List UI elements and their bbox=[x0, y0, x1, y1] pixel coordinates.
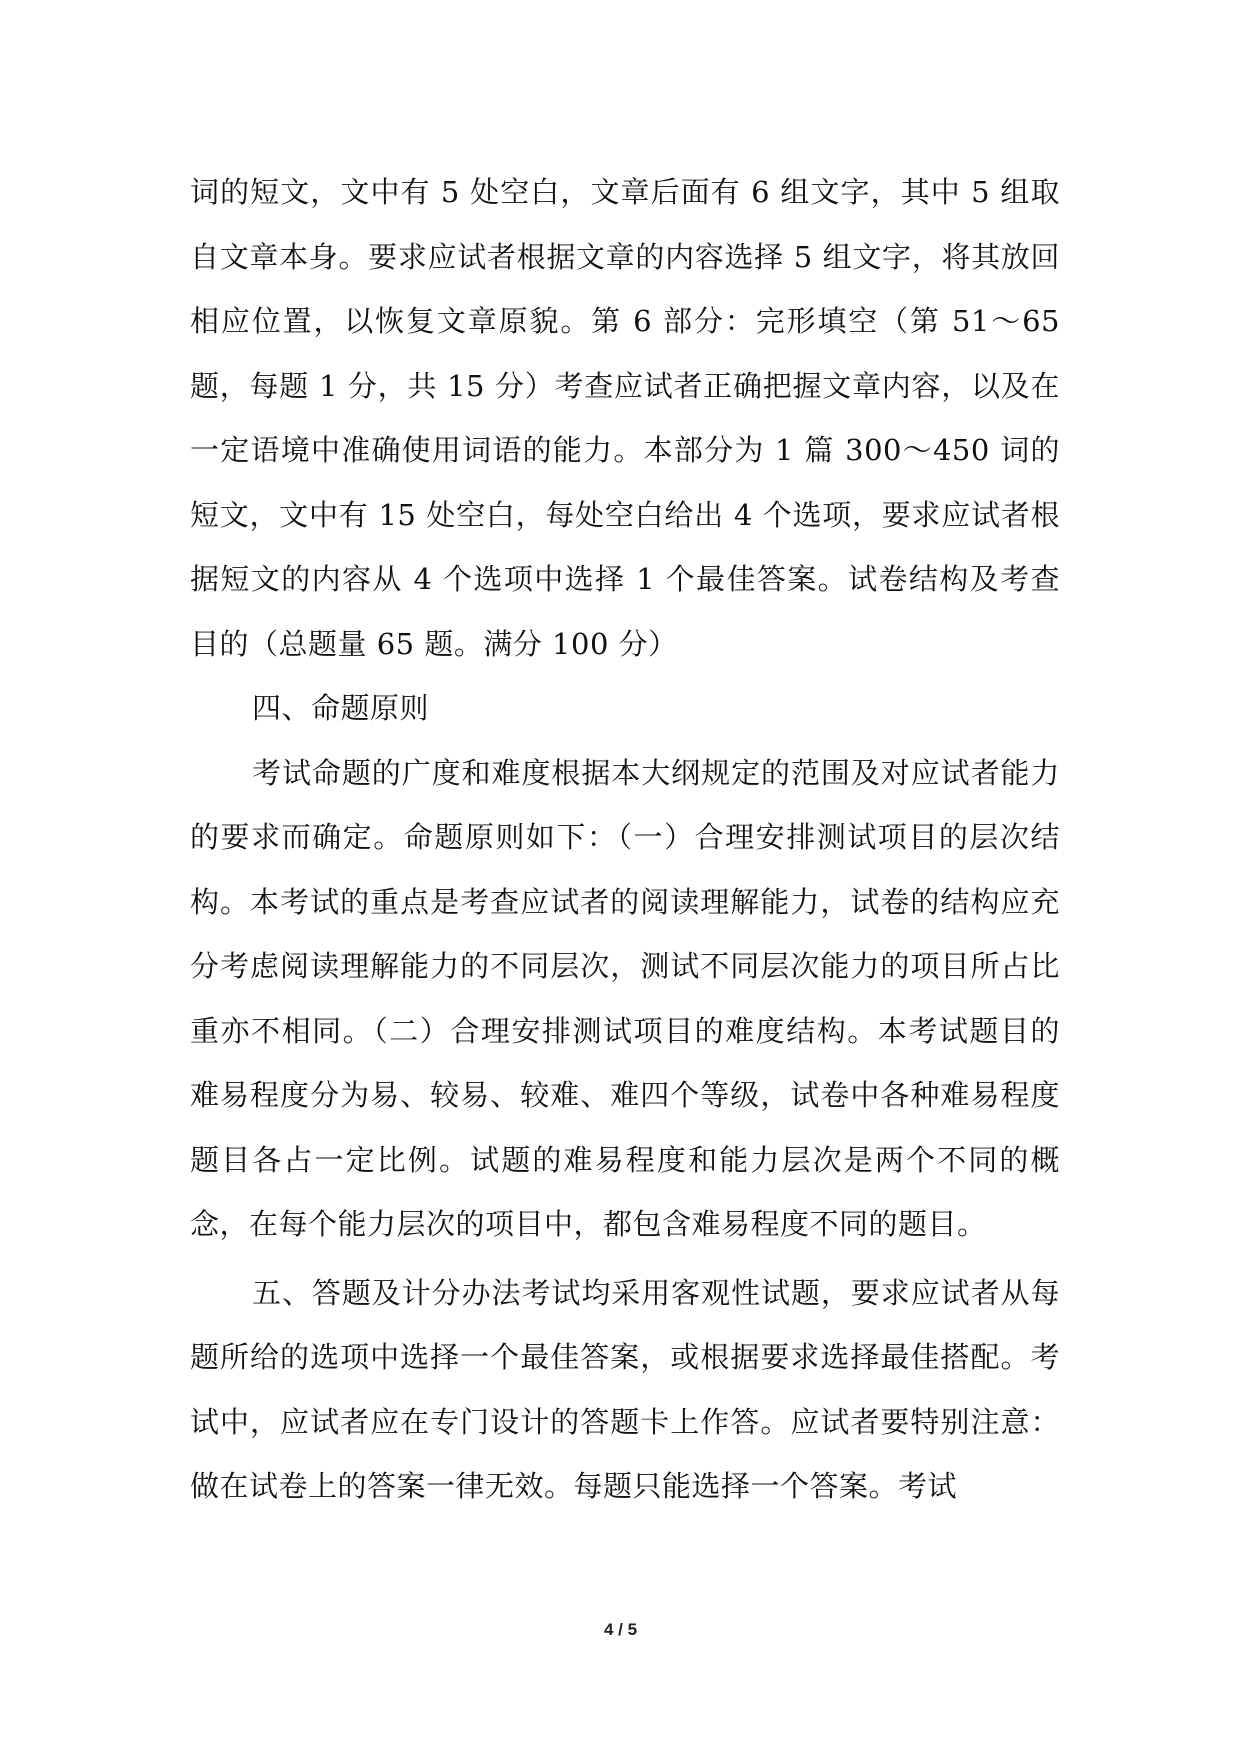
paragraph-answering-scoring: 五、答题及计分办法考试均采用客观性试题，要求应试者从每题所给的选项中选择一个最佳答案，或根据要求选择最佳搭配。考试中，应试者应在专门设计的答题卡上作答。应试者要特别注意：做在试卷上的答案一律无效。每题只能选择一个答案。考试 bbox=[190, 1275, 1060, 1503]
page-number: 4 / 5 bbox=[603, 1620, 638, 1639]
document-body bbox=[190, 160, 1060, 1519]
paragraph-principles: 考试命题的广度和难度根据本大纲规定的范围及对应试者能力的要求而确定。命题原则如下：（一）合理安排测试项目的层次结构。本考试的重点是考查应试者的阅读理解能力，试卷的结构应充分考虑阅读理解能力的不同层次，测试不同层次能力的项目所占比重亦不相同。（二）合理安排测试项目的难度结构。本考试题目的难易程度分为易、较易、较难、难四个等级，试卷中各种难易程度题目各占一定比例。试题的难易程度和能力层次是两个不同的概念，在每个能力层次的项目中，都包含难易程度不同的题目。 bbox=[190, 755, 1060, 1241]
paragraph-continuation: 词的短文，文中有 5 处空白，文章后面有 6 组文字，其中 5 组取自文章本身。要求应试者根据文章的内容选择 5 组文字，将其放回相应位置，以恢复文章原貌。第 6 部分：完形填空（第 51～65 题，每题 1 分，共 15 分）考查应试者正确把握文章内容，以及在一定语境中准确使用词语的能力。本部分为 1 篇 300～450 词的短文，文中有 15 处空白，每处空白给出 4 个选项，要求应试者根据短文的内容从 4 个选项中选择 1 个最佳答案。试卷结构及考查目的（总题量 65 题。满分 100 分） bbox=[190, 175, 1060, 661]
section-heading-principles: 四、命题原则 bbox=[252, 691, 430, 725]
